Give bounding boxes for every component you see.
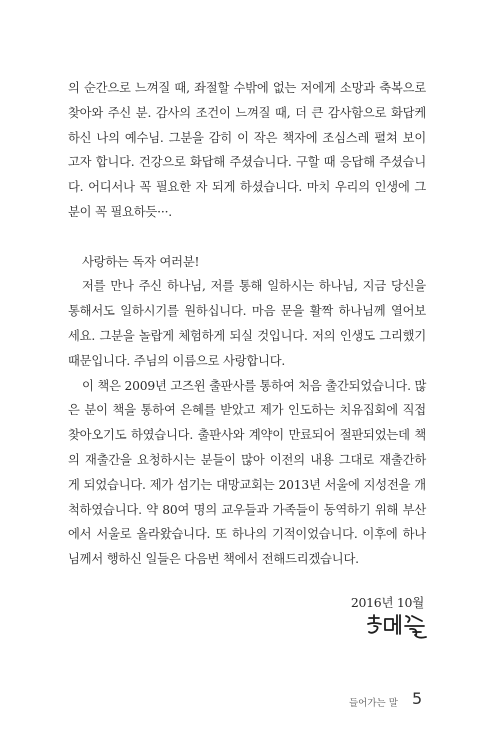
text-line: 다. 어디서나 꼭 필요한 자 되게 하셨습니다. 마치 우리의 인생에 그: [68, 180, 426, 195]
text-line: 세요. 그분을 놀랍게 체험하게 되실 것입니다. 저의 인생도 그리했기: [68, 328, 426, 343]
body-text: [68, 76, 426, 572]
text-line: 때문입니다. 주님의 이름으로 사랑합니다.: [68, 353, 286, 368]
text-line: 고자 합니다. 건강으로 화답해 주셨습니다. 구할 때 응답해 주셨습니: [68, 155, 426, 170]
handwritten-signature: [366, 612, 428, 644]
greeting: 사랑하는 독자 여러분!: [82, 254, 200, 269]
text-line: 은 분이 책을 통하여 은혜를 받았고 제가 인도하는 치유집회에 직접: [68, 403, 426, 418]
paragraph-gap: [68, 225, 426, 250]
text-line: 게 되었습니다. 제가 섬기는 대망교회는 2013년 서울에 지성전을 개: [68, 477, 426, 492]
text-line: 찾아와 주신 분. 감사의 조건이 느껴질 때, 더 큰 감사함으로 화답케: [68, 105, 426, 120]
text-line: 하신 나의 예수님. 그분을 감히 이 작은 책자에 조심스레 펼쳐 보이: [68, 130, 426, 145]
text-line: 의 순간으로 느껴질 때, 좌절할 수밖에 없는 저에게 소망과 축복으로: [68, 81, 426, 95]
date-line: 2016년 10월: [350, 595, 424, 610]
text-line: 에서 서울로 올라왔습니다. 또 하나의 기적이었습니다. 이후에 하나: [68, 527, 426, 542]
text-line: 분이 꼭 필요하듯···.: [68, 204, 173, 219]
text-line: 의 재출간을 요청하시는 분들이 많아 이전의 내용 그대로 재출간하: [68, 452, 426, 467]
page-number: 5: [412, 689, 423, 708]
text-line: 저를 만나 주신 하나님, 저를 통해 일하시는 하나님, 지금 당신을: [82, 279, 426, 294]
text-line: 척하였습니다. 약 80여 명의 교우들과 가족들이 동역하기 위해 부산: [68, 502, 426, 517]
text-line: 이 책은 2009년 고즈윈 출판사를 통하여 처음 출간되었습니다. 많: [82, 378, 427, 393]
running-footer-title: 들어가는 말: [349, 698, 398, 709]
text-line: 통해서도 일하시기를 원하십니다. 마음 문을 활짝 하나님께 열어보: [68, 304, 426, 319]
text-line: 님께서 행하신 일들은 다음번 책에서 전해드리겠습니다.: [68, 552, 359, 567]
text-line: 찾아오기도 하였습니다. 출판사와 계약이 만료되어 절판되었는데 책: [68, 428, 426, 443]
